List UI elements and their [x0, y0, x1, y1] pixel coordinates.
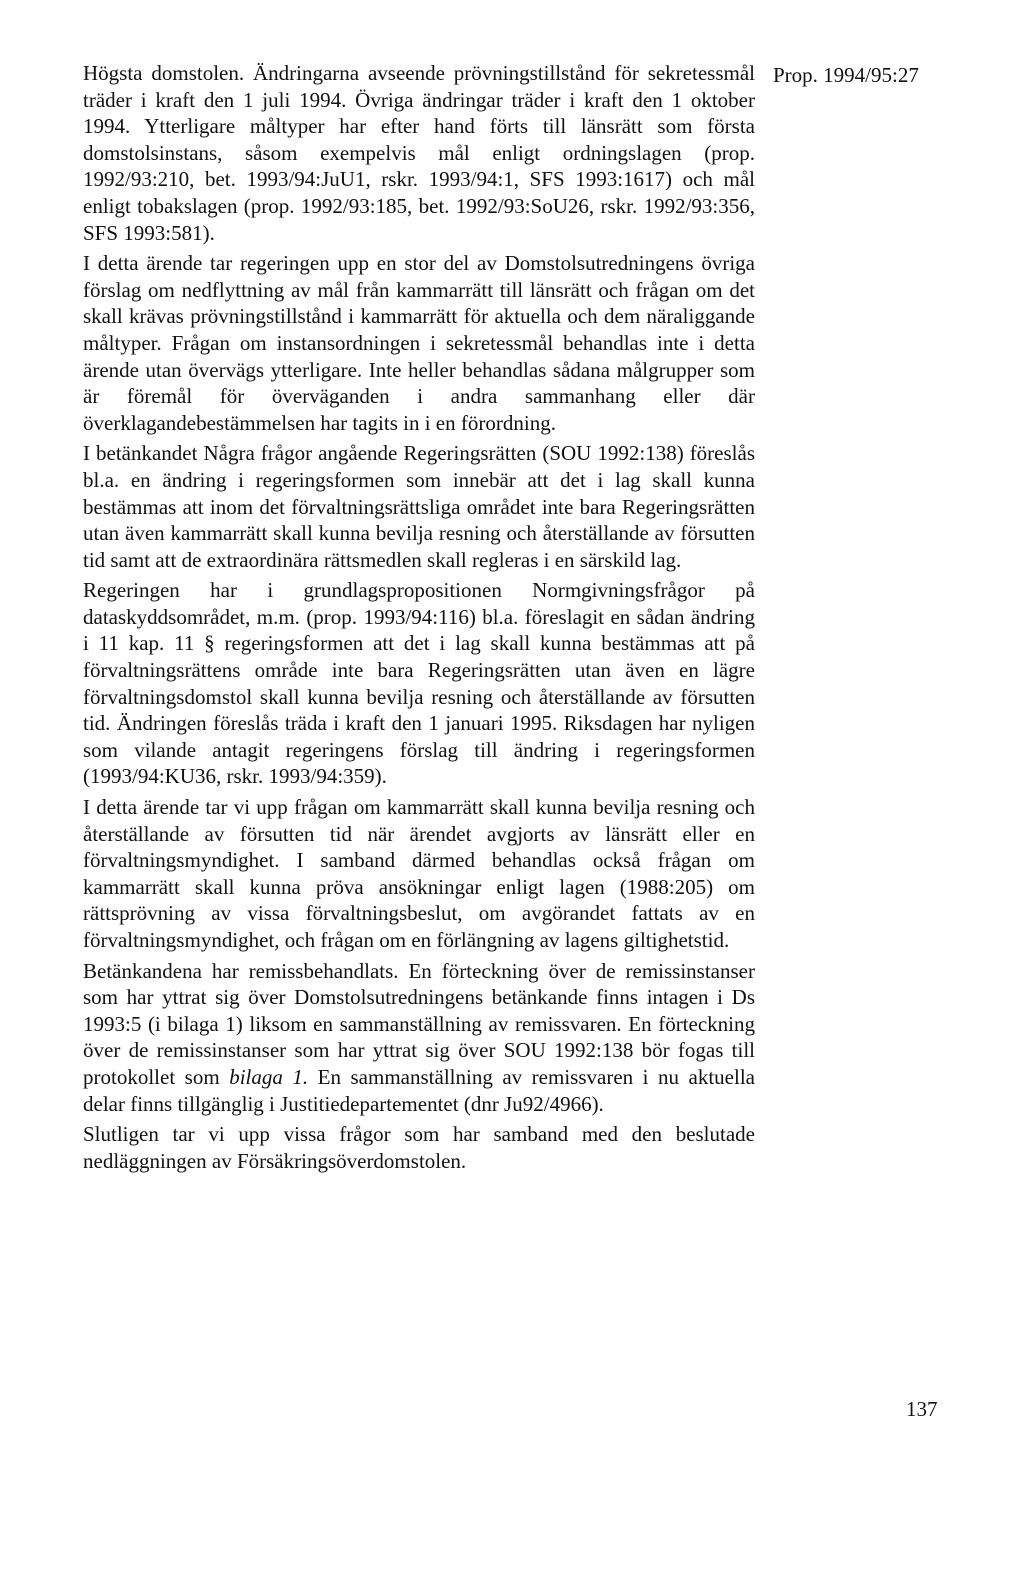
document-reference: Prop. 1994/95:27 — [773, 63, 919, 87]
body-text — [83, 60, 755, 1178]
appendix-reference: bilaga 1. — [229, 1064, 309, 1089]
paragraph-3: I betänkandet Några frågor angående Regeringsrätten (SOU 1992:138) föreslås bl.a. en ändring i regeringsformen som innebär att det i lag skall kunna bestämmas att inom det förvaltningsrättsliga området inte bara Regeringsrätten utan även kammarrätt skall kunna bevilja resning och återställande av försutten tid samt att de extraordinära rättsmedlen skall regleras i en särskild lag. — [83, 441, 755, 572]
paragraph-6-text-after: En sammanställning av remissvaren i nu aktuella delar finns tillgänglig i Justitiedepartementet (dnr Ju92/4966). — [83, 1064, 755, 1116]
paragraph-6 — [83, 958, 755, 1118]
paragraph-1: Högsta domstolen. Ändringarna avseende prövningstillstånd för sekretessmål träder i kraft den 1 juli 1994. Övriga ändringar träder i kraft den 1 oktober 1994. Ytterligare måltyper har efter hand förts till länsrätt som första domstolsinstans, såsom exempelvis mål enligt ordningslagen (prop. 1992/93:210, bet. 1993/94:JuU1, rskr. 1993/94:1, SFS 1993:1617) och mål enligt tobakslagen (prop. 1992/93:185, bet. 1992/93:SoU26, rskr. 1992/93:356, SFS 1993:581). — [83, 61, 755, 245]
paragraph-5: I detta ärende tar vi upp frågan om kammarrätt skall kunna bevilja resning och återställande av försutten tid när ärendet avgjorts av länsrätt eller en förvaltningsmyndighet. I samband därmed behandlas också frågan om kammarrätt skall kunna pröva ansökningar enligt lagen (1988:205) om rättsprövning av vissa förvaltningsbeslut, om avgörandet fattats av en förvaltningsmyndighet, och frågan om en förlängning av lagens giltighetstid. — [83, 795, 755, 952]
paragraph-2: I detta ärende tar regeringen upp en stor del av Domstolsutredningens övriga förslag om nedflyttning av mål från kammarrätt till länsrätt och frågan om det skall krävas prövningstillstånd i kammarrätt för aktuella och dem näraliggande måltyper. Frågan om instansordningen i sekretessmål behandlas inte i detta ärende utan övervägs ytterligare. Inte heller behandlas sådana målgrupper som är föremål för överväganden i andra sammanhang eller där överklagandebestämmelsen har tagits in i en förordning. — [83, 251, 755, 435]
paragraph-4: Regeringen har i grundlagspropositionen Normgivningsfrågor på dataskyddsområdet, m.m. (prop. 1993/94:116) bl.a. föreslagit en sådan ändring i 11 kap. 11 § regeringsformen att det i lag skall kunna bestämmas att på förvaltningsrättens område inte bara Regeringsrätten utan även en lägre förvaltningsdomstol skall kunna bevilja resning och återställande av försutten tid. Ändringen föreslås träda i kraft den 1 januari 1995. Riksdagen har nyligen som vilande antagit regeringens förslag till ändring i regeringsformen (1993/94:KU36, rskr. 1993/94:359). — [83, 578, 755, 789]
paragraph-7: Slutligen tar vi upp vissa frågor som har samband med den beslutade nedläggningen av Försäkringsöverdomstolen. — [83, 1122, 755, 1173]
page-number: 137 — [906, 1397, 938, 1421]
paragraph-6-text-before: Betänkandena har remissbehandlats. En förteckning över de remissinstanser som har yttrat sig över Domstolsutredningens betänkande finns intagen i Ds 1993:5 (i bilaga 1) liksom en sammanställning av remissvaren. En förteckning över de remissinstanser som har yttrat sig över SOU 1992:138 bör fogas till protokollet som — [83, 958, 755, 1089]
